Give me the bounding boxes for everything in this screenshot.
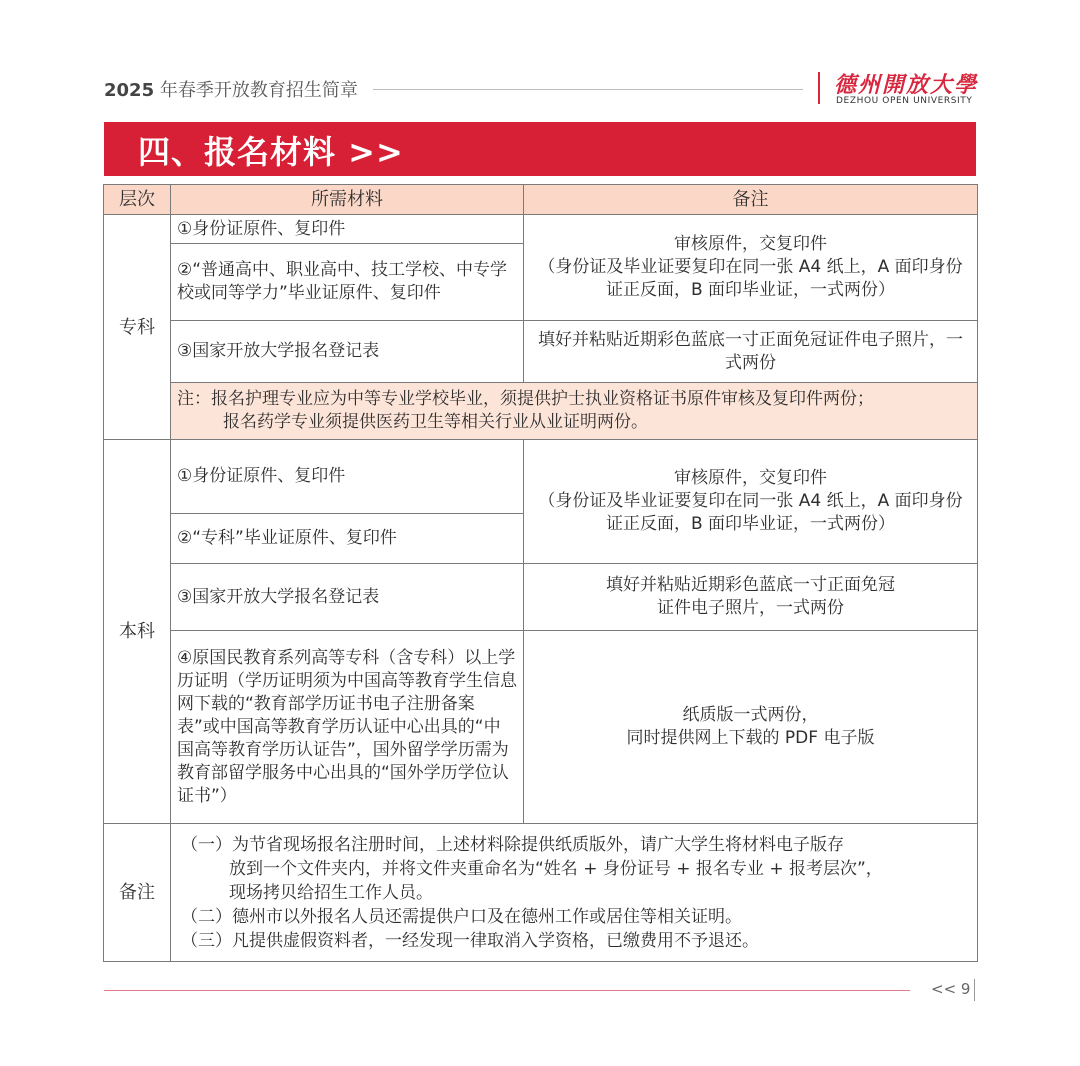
table-header-row [104,185,978,215]
remark-cell [524,631,978,824]
page-number-bar [974,979,975,1001]
table-row [104,631,978,824]
remark-cell: 填好并粘贴近期彩色蓝底一寸正面免冠证件电子照片，一式两份 [524,321,978,383]
document-header-title [104,76,358,102]
remark-item: （一）为节省现场报名注册时间，上述材料除提供纸质版外，请广大学生将材料电子版存 [181,834,844,855]
level-zhuanke: 专科 [104,215,171,440]
note-text: 报名药学专业须提供医药卫生等相关行业从业证明两份。 [223,412,648,432]
remark-text: 审核原件，交复印件 [674,468,827,488]
remark-item: （二）德州市以外报名人员还需提供户口及在德州工作或居住等相关证明。 [181,906,742,927]
remark-cell [524,440,978,564]
table-row [104,321,978,383]
materials-table [103,184,978,962]
section-banner [104,122,976,176]
remark-text: 同时提供网上下载的 PDF 电子版 [626,728,875,748]
remark-text: 审核原件，交复印件 [674,234,827,254]
remark-item: 放到一个文件夹内，并将文件夹重命名为“姓名 + 身份证号 + 报名专业 + 报考层次”， [229,858,883,879]
section-title: 四、报名材料 >> [138,133,404,171]
remark-text: 填好并粘贴近期彩色蓝底一寸正面免冠 [606,575,895,595]
table-row [104,564,978,631]
column-header-remarks: 备注 [524,185,978,215]
remark-item: 现场拷贝给招生工作人员。 [229,882,433,903]
table-row [104,215,978,244]
remark-text: 纸质版一式两份， [682,705,819,725]
header-year: 2025 [104,80,155,101]
remark-text: （身份证及毕业证要复印在同一张 A4 纸上，A 面印身份证正反面，B 面印毕业证，一式两份） [538,491,963,534]
table-row [104,383,978,440]
material-cell: ②“普通高中、职业高中、技工学校、中专学校或同等学力”毕业证原件、复印件 [171,244,524,321]
header-divider [373,89,803,90]
logo-english-name: DEZHOU OPEN UNIVERSITY [836,96,973,106]
note-cell [171,383,978,440]
university-logo [818,68,978,108]
remark-text: （身份证及毕业证要复印在同一张 A4 纸上，A 面印身份证正反面，B 面印毕业证，一式两份） [538,257,963,300]
column-header-level: 层次 [104,185,171,215]
table-row [104,440,978,514]
remark-cell [524,215,978,321]
remark-cell [524,564,978,631]
logo-chinese-name: 德州開放大學 [834,72,979,98]
remarks-cell [171,824,978,962]
column-header-materials: 所需材料 [171,185,524,215]
level-benke: 本科 [104,440,171,824]
material-cell: ③国家开放大学报名登记表 [171,321,524,383]
note-text: 注：报名护理专业应为中等专业学校毕业，须提供护士执业资格证书原件审核及复印件两份； [177,389,874,409]
header-title-text: 年春季开放教育招生简章 [154,80,358,101]
remark-text: 证件电子照片，一式两份 [657,598,844,618]
logo-divider [818,72,820,104]
level-remarks: 备注 [104,824,171,962]
material-cell: ①身份证原件、复印件 [171,440,524,514]
material-cell: ①身份证原件、复印件 [171,215,524,244]
page-number: << 9 [931,980,971,998]
material-cell: ④原国民教育系列高等专科（含专科）以上学历证明（学历证明须为中国高等教育学生信息网下载的“教育部学历证书电子注册备案表”或中国高等教育学历认证中心出具的“中国高等教育学历认证告”，国外留学学历需为教育部留学服务中心出具的“国外学历学位认证书”） [171,631,524,824]
remark-item: （三）凡提供虚假资料者，一经发现一律取消入学资格，已缴费用不予退还。 [181,930,759,951]
material-cell: ③国家开放大学报名登记表 [171,564,524,631]
material-cell: ②“专科”毕业证原件、复印件 [171,514,524,564]
table-row [104,824,978,962]
footer-divider [104,990,910,991]
